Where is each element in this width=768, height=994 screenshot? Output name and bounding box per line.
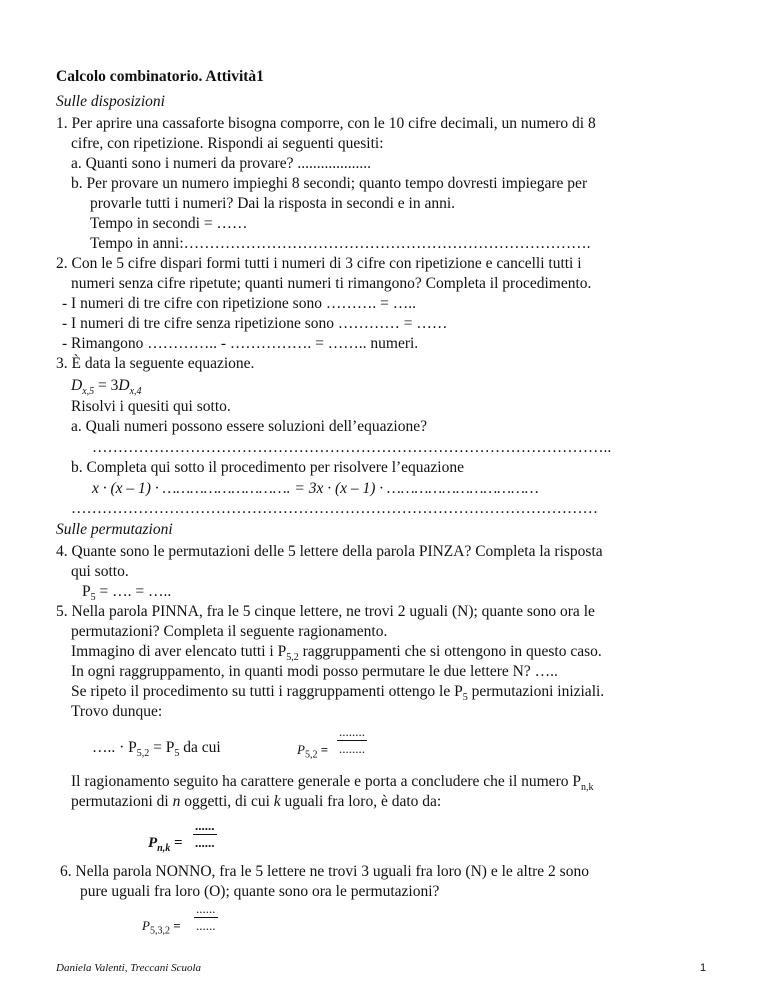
- q3-line-2: Risolvi i quesiti qui sotto.: [71, 398, 231, 415]
- q5-formula-lhs: ….. · $P_{5,2} = P_5$ da cui: [92, 739, 221, 760]
- q5-line-5: Se ripeto il procedimento su tutti i raggruppamenti ottengo le $P_5$ permutazioni iniziali.: [71, 683, 605, 704]
- q6-line-2: pure uguali fra loro (O); quante sono ora le permutazioni?: [80, 883, 440, 900]
- q3-item-a-answer-dots: ………………………………………………………………………………………..: [92, 439, 612, 456]
- q3-item-b: b. Completa qui sotto il procedimento per risolvere l’equazione: [71, 459, 464, 476]
- q2-line-1: 2. Con le 5 cifre dispari formi tutti i numeri di 3 cifre con ripetizione e cancelli tutti i: [56, 255, 582, 272]
- q1-tempo-secondi: Tempo in secondi = ……: [90, 215, 248, 232]
- q3-item-a: a. Quali numeri possono essere soluzioni dell’equazione?: [71, 418, 427, 435]
- q1-item-b-line-1: b. Per provare un numero impieghi 8 secondi; quanto tempo dovresti impiegare per: [71, 175, 588, 192]
- q5-line-4: In ogni raggruppamento, in quanti modi posso permutare le due lettere N? …..: [71, 663, 558, 680]
- q1-item-a: a. Quanti sono i numeri da provare? ...................: [71, 155, 372, 172]
- q6-fraction: ...... ......: [196, 901, 216, 933]
- section-heading-permutazioni: Sulle permutazioni: [56, 521, 173, 538]
- q5-line-3: Immagino di aver elencato tutti i $P_{5,2}$ raggruppamenti che si ottengono in questo caso.: [71, 643, 602, 664]
- q6-line-1: 6. Nella parola NONNO, fra le 5 lettere ne trovi 3 uguali fra loro (N) e le altre 2 sono: [60, 863, 589, 880]
- q6-fraction-label: $P_{5,3,2}$ =: [142, 918, 181, 937]
- q4-line-2: qui sotto.: [71, 563, 129, 580]
- q5-line-7: Il ragionamento seguito ha carattere generale e porta a concludere che il numero $P_{n,k}$: [71, 773, 594, 794]
- q5-fraction-label: $P_{5,2}$ =: [297, 742, 329, 761]
- q5-line-8: permutazioni di n oggetti, di cui k uguali fra loro, è dato da:: [71, 793, 442, 810]
- q4-line-1: 4. Quante sono le permutazioni delle 5 lettere della parola PINZA? Completa la risposta: [56, 543, 603, 560]
- q1-tempo-anni: Tempo in anni:…………………………………………………………………….: [90, 235, 591, 252]
- general-formula-label: $P_{n,k}$ =: [148, 835, 183, 854]
- q1-line-1: 1. Per aprire una cassaforte bisogna comporre, con le 10 cifre decimali, un numero di 8: [56, 115, 596, 132]
- q5-line-6: Trovo dunque:: [71, 703, 163, 720]
- q4-p5-formula: $P_5$ = …. = …..: [82, 583, 172, 604]
- q3-item-b-equation: x · (x – 1) · ………………………. = 3x · (x – 1) · ……………………………: [92, 480, 539, 497]
- q1-line-2: cifre, con ripetizione. Rispondi ai seguenti quesiti:: [71, 135, 384, 152]
- page-number: 1: [700, 962, 707, 974]
- q5-line-1: 5. Nella parola PINNA, fra le 5 cinque lettere, ne trovi 2 uguali (N); quante sono ora le: [56, 603, 595, 620]
- q1-item-b-line-2: provarle tutti i numeri? Dai la risposta in secondi e in anni.: [90, 195, 456, 212]
- q2-line-2: numeri senza cifre ripetute; quanti numeri ti rimangono? Completa il procedimento.: [71, 275, 592, 292]
- q5-line-2: permutazioni? Completa il seguente ragionamento.: [71, 623, 388, 640]
- section-heading-disposizioni: Sulle disposizioni: [56, 93, 165, 110]
- general-formula-fraction: ...... ......: [195, 818, 215, 850]
- document-title: Calcolo combinatorio. Attività1: [56, 68, 264, 85]
- footer-author: Daniela Valenti, Treccani Scuola: [56, 962, 202, 974]
- q5-fraction: ........ ........: [339, 724, 365, 756]
- q3-item-b-answer-dots: …………………………………………………………………………………………: [71, 500, 598, 517]
- q2-step-3: - Rimangono ………….. - ……………. = …….. numeri.: [62, 335, 419, 352]
- q3-line-1: 3. È data la seguente equazione.: [56, 355, 255, 372]
- q3-equation: $D_{x,5} = 3D_{x,4}$: [71, 377, 142, 398]
- q2-step-2: - I numeri di tre cifre senza ripetizione sono ………… = ……: [62, 315, 448, 332]
- q2-step-1: - I numeri di tre cifre con ripetizione sono ………. = …..: [62, 295, 416, 312]
